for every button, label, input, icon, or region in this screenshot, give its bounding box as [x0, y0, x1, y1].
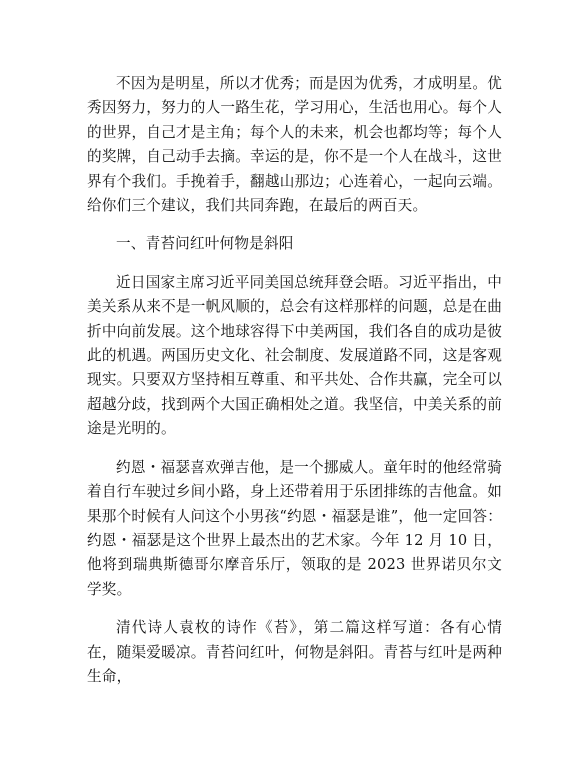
document-body	[87, 72, 502, 703]
paragraph-china-us: 近日国家主席习近平同美国总统拜登会晤。习近平指出，中美关系从来不是一帆风顺的，总会有这样那样的问题，总是在曲折中向前发展。这个地球容得下中美两国，我们各自的成功是彼此的机遇。两国历史文化、社会制度、发展道路不同，这是客观现实。只要双方坚持相互尊重、和平共处、合作共赢，完全可以超越分歧，找到两个大国正确相处之道。我坚信，中美关系的前途是光明的。	[87, 273, 502, 438]
paragraph-jon-fosse: 约恩・福瑟喜欢弹吉他，是一个挪威人。童年时的他经常骑着自行车驶过乡间小路，身上还带着用于乐团排练的吉他盒。如果那个时候有人问这个小男孩“约恩・福瑟是谁”，他一定回答：约恩・福瑟是这个世界上最杰出的艺术家。今年 12 月 10 日，他将到瑞典斯德哥尔摩音乐厅，领取的是 2023 世界诺贝尔文学奖。	[87, 458, 502, 598]
section-heading: 一、青苔问红叶何物是斜阳	[116, 235, 294, 253]
paragraph-intro: 不因为是明星，所以才优秀；而是因为优秀，才成明星。优秀因努力，努力的人一路生花，学习用心，生活也用心。每个人的世界，自己才是主角；每个人的未来，机会也都均等；每个人的奖牌，自己动手去摘。幸运的是，你不是一个人在战斗，这世界有个我们。手挽着手，翻越山那边；心连着心，一起向云端。给你们三个建议，我们共同奔跑，在最后的两百天。	[87, 75, 502, 215]
paragraph-moss-poem: 清代诗人袁枚的诗作《苔》，第二篇这样写道：各有心情在，随渠爱暖凉。青苔问红叶，何物是斜阳。青苔与红叶是两种生命，	[87, 619, 502, 685]
